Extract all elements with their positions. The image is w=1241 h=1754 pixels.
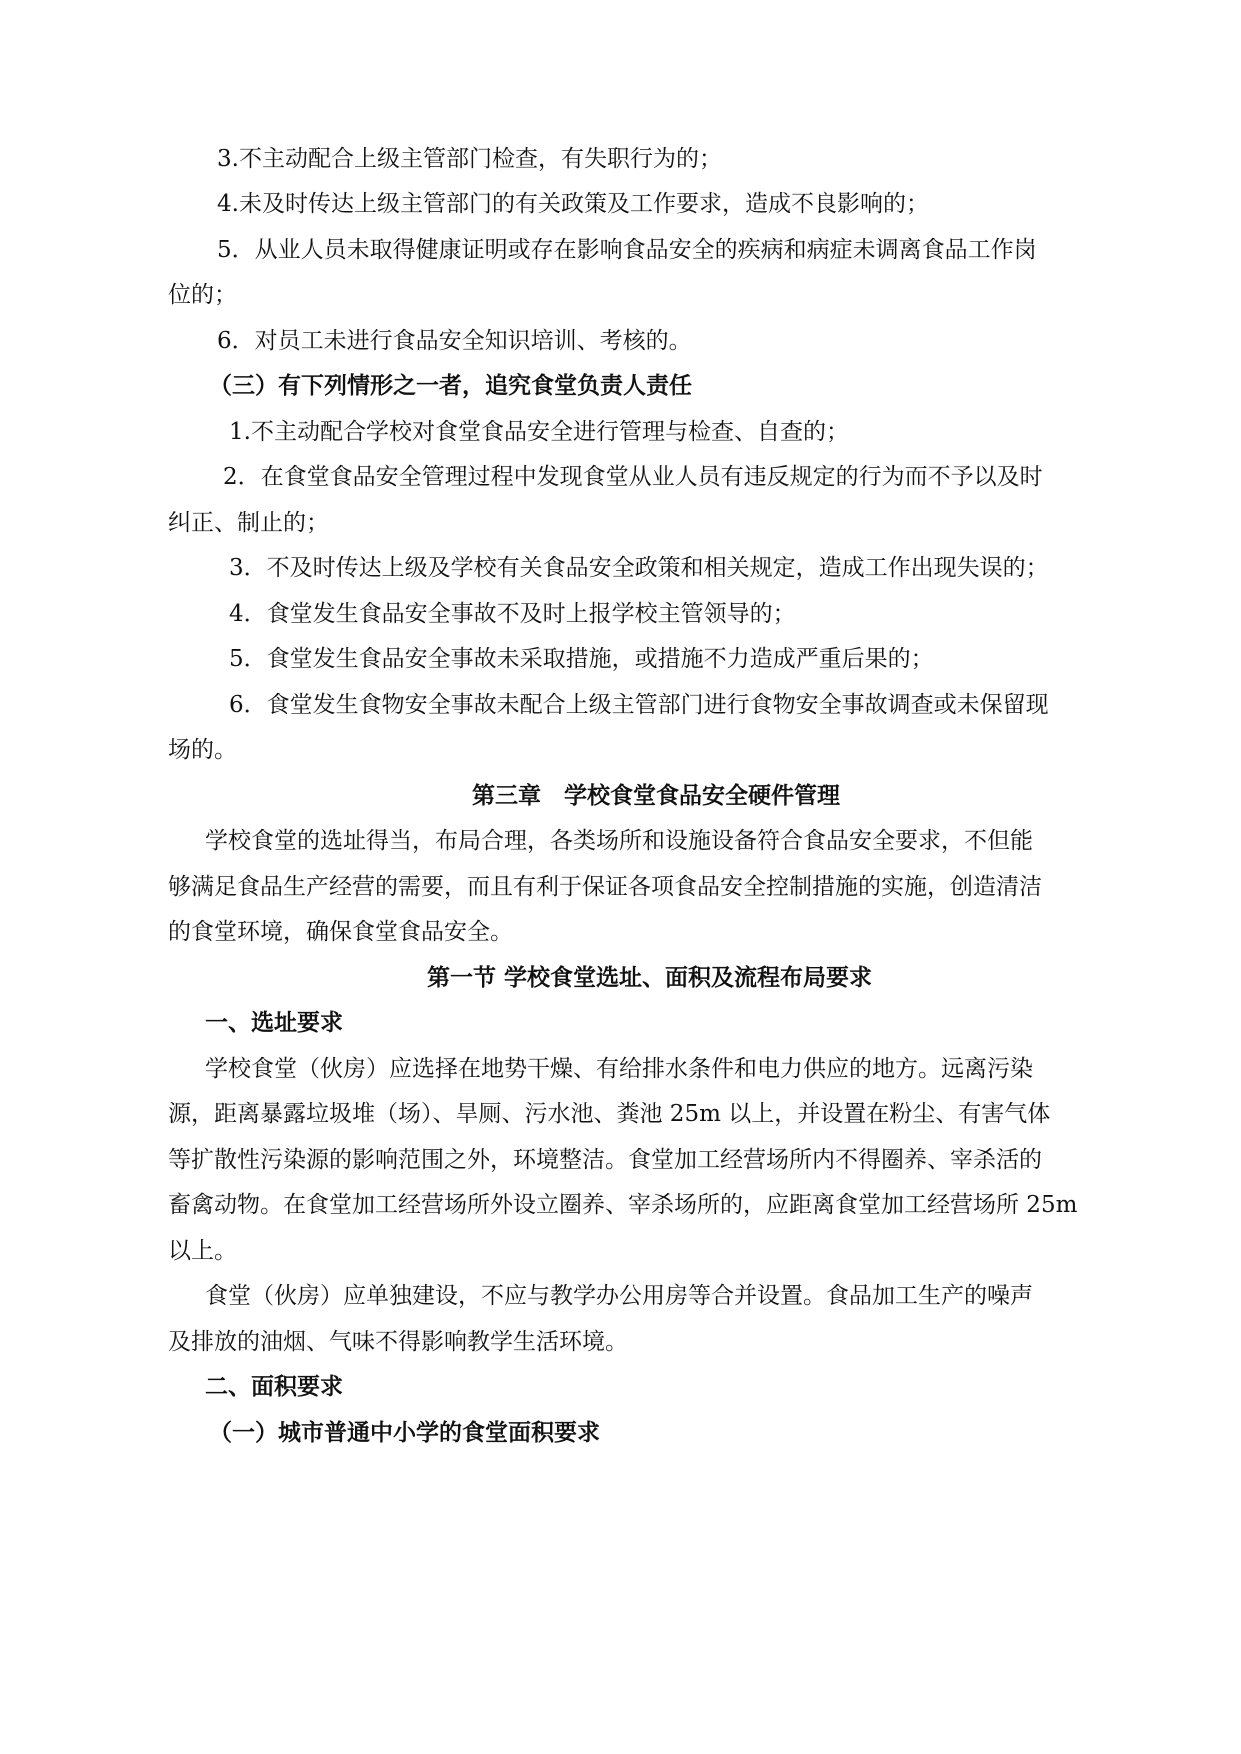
list-item-4: 4.未及时传达上级主管部门的有关政策及工作要求，造成不良影响的； <box>217 191 929 217</box>
paragraph-line: 源，距离暴露垃圾堆（场）、旱厕、污水池、粪池 25m 以上，并设置在粉尘、有害气体 <box>168 1101 1051 1127</box>
list-item-1: 1.不主动配合学校对食堂食品安全进行管理与检查、自查的； <box>229 419 849 445</box>
list-item-3b: 3．不及时传达上级及学校有关食品安全政策和相关规定，造成工作出现失误的； <box>229 555 1049 581</box>
list-item-5b: 5．食堂发生食品安全事故未采取措施，或措施不力造成严重后果的； <box>229 646 934 672</box>
paragraph-line: 学校食堂的选址得当，布局合理，各类场所和设施设备符合食品安全要求，不但能 <box>205 828 1033 854</box>
paragraph-line: 学校食堂（伙房）应选择在地势干燥、有给排水条件和电力供应的地方。远离污染 <box>205 1056 1033 1082</box>
list-item-6b-cont: 场的。 <box>168 737 237 763</box>
paragraph-line: 以上。 <box>168 1238 237 1264</box>
paragraph-line: 畜禽动物。在食堂加工经营场所外设立圈养、宰杀场所的，应距离食堂加工经营场所 25m <box>168 1192 1078 1218</box>
paragraph-line: 的食堂环境，确保食堂食品安全。 <box>168 919 513 945</box>
subsection-heading: 二、面积要求 <box>205 1373 343 1400</box>
chapter-heading: 第三章 学校食堂食品安全硬件管理 <box>472 782 840 809</box>
paragraph-line: 等扩散性污染源的影响范围之外，环境整洁。食堂加工经营场所内不得圈养、宰杀活的 <box>168 1147 1042 1173</box>
paragraph-line: 食堂（伙房）应单独建设，不应与教学办公用房等合并设置。食品加工生产的噪声 <box>205 1283 1033 1309</box>
list-item-6b: 6．食堂发生食物安全事故未配合上级主管部门进行食物安全事故调查或未保留现 <box>229 692 1049 718</box>
subsection-heading: （一）城市普通中小学的食堂面积要求 <box>209 1419 600 1446</box>
list-item-4b: 4．食堂发生食品安全事故不及时上报学校主管领导的； <box>229 601 796 627</box>
list-item-2: 2．在食堂食品安全管理过程中发现食堂从业人员有违反规定的行为而不予以及时 <box>223 464 1043 490</box>
subsection-heading: 一、选址要求 <box>205 1009 343 1036</box>
list-item-3: 3.不主动配合上级主管部门检查，有失职行为的； <box>217 146 722 172</box>
list-item-5: 5．从业人员未取得健康证明或存在影响食品安全的疾病和病症未调离食品工作岗 <box>217 237 1037 263</box>
section-heading: 第一节 学校食堂选址、面积及流程布局要求 <box>427 964 873 991</box>
paragraph-line: 够满足食品生产经营的需要，而且有利于保证各项食品安全控制措施的实施，创造清洁 <box>168 874 1042 900</box>
subsection-heading-3: （三）有下列情形之一者，追究食堂负责人责任 <box>209 372 692 399</box>
paragraph-line: 及排放的油烟、气味不得影响教学生活环境。 <box>168 1329 628 1355</box>
list-item-5-cont: 位的； <box>168 282 237 308</box>
list-item-6: 6．对员工未进行食品安全知识培训、考核的。 <box>217 328 692 354</box>
list-item-2-cont: 纠正、制止的； <box>168 510 329 536</box>
